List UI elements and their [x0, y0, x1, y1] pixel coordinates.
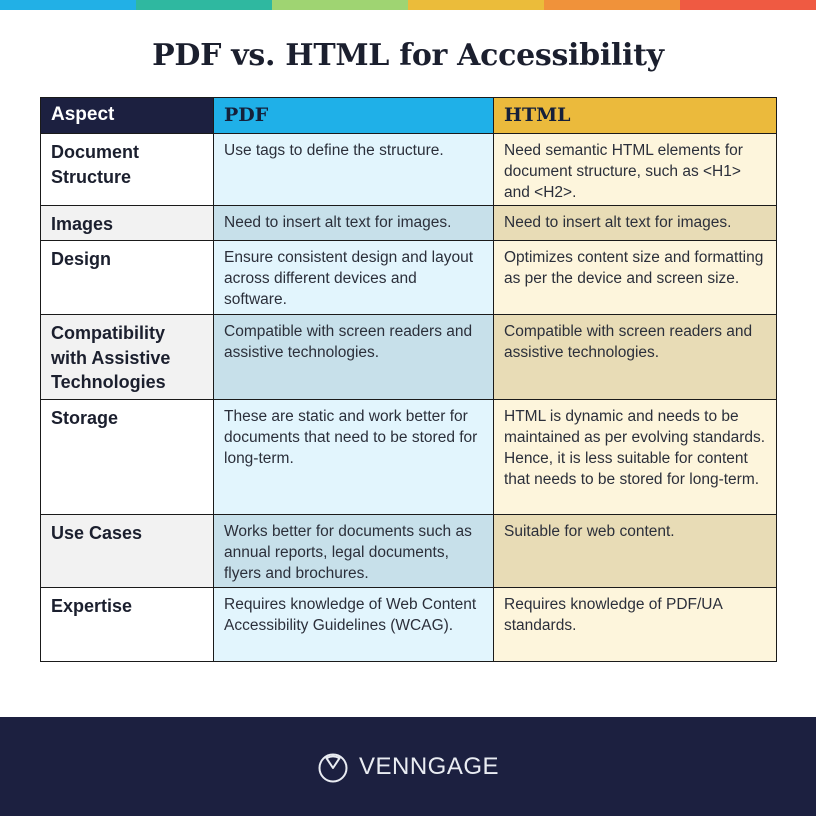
- aspect-cell: Storage: [41, 400, 214, 515]
- brand-name: VENNGAGE: [358, 752, 500, 780]
- pdf-cell: Works better for documents such as annual reports, legal documents, flyers and brochures.: [214, 515, 494, 588]
- table-row: [41, 400, 777, 515]
- table-row: [41, 134, 777, 206]
- color-stripe: [0, 0, 136, 10]
- html-cell: Optimizes content size and formatting as per the device and screen size.: [494, 241, 777, 315]
- html-cell: HTML is dynamic and needs to be maintained as per evolving standards. Hence, it is less suitable for content that needs to be stored for long-term.: [494, 400, 777, 515]
- header-aspect: Aspect: [41, 98, 214, 134]
- aspect-cell: Use Cases: [41, 515, 214, 588]
- color-stripe: [680, 0, 816, 10]
- aspect-cell: Document Structure: [41, 134, 214, 206]
- top-color-bar: [0, 0, 816, 10]
- header-html: HTML: [494, 98, 777, 134]
- html-cell: Need to insert alt text for images.: [494, 206, 777, 241]
- html-cell: Suitable for web content.: [494, 515, 777, 588]
- color-stripe: [408, 0, 544, 10]
- footer: [0, 717, 816, 816]
- page-title: PDF vs. HTML for Accessibility: [152, 38, 664, 73]
- table-row: [41, 588, 777, 662]
- pdf-cell: These are static and work better for documents that need to be stored for long-term.: [214, 400, 494, 515]
- color-stripe: [272, 0, 408, 10]
- table-row: [41, 515, 777, 588]
- color-stripe: [544, 0, 680, 10]
- aspect-cell: Design: [41, 241, 214, 315]
- html-cell: Need semantic HTML elements for document structure, such as <H1> and <H2>.: [494, 134, 777, 206]
- aspect-cell: Compatibility with Assistive Technologies: [41, 315, 214, 400]
- pdf-cell: Ensure consistent design and layout across different devices and software.: [214, 241, 494, 315]
- brand-logo: [317, 751, 499, 783]
- html-cell: Requires knowledge of PDF/UA standards.: [494, 588, 777, 662]
- color-stripe: [136, 0, 272, 10]
- aspect-cell: Images: [41, 206, 214, 241]
- venngage-logo-icon: [317, 751, 349, 783]
- table-row: [41, 241, 777, 315]
- aspect-cell: Expertise: [41, 588, 214, 662]
- pdf-cell: Requires knowledge of Web Content Accessibility Guidelines (WCAG).: [214, 588, 494, 662]
- header-pdf: PDF: [214, 98, 494, 134]
- table-header-row: [41, 98, 777, 134]
- comparison-table: [40, 97, 777, 662]
- html-cell: Compatible with screen readers and assistive technologies.: [494, 315, 777, 400]
- pdf-cell: Use tags to define the structure.: [214, 134, 494, 206]
- table-row: [41, 315, 777, 400]
- table-row: [41, 206, 777, 241]
- pdf-cell: Need to insert alt text for images.: [214, 206, 494, 241]
- pdf-cell: Compatible with screen readers and assistive technologies.: [214, 315, 494, 400]
